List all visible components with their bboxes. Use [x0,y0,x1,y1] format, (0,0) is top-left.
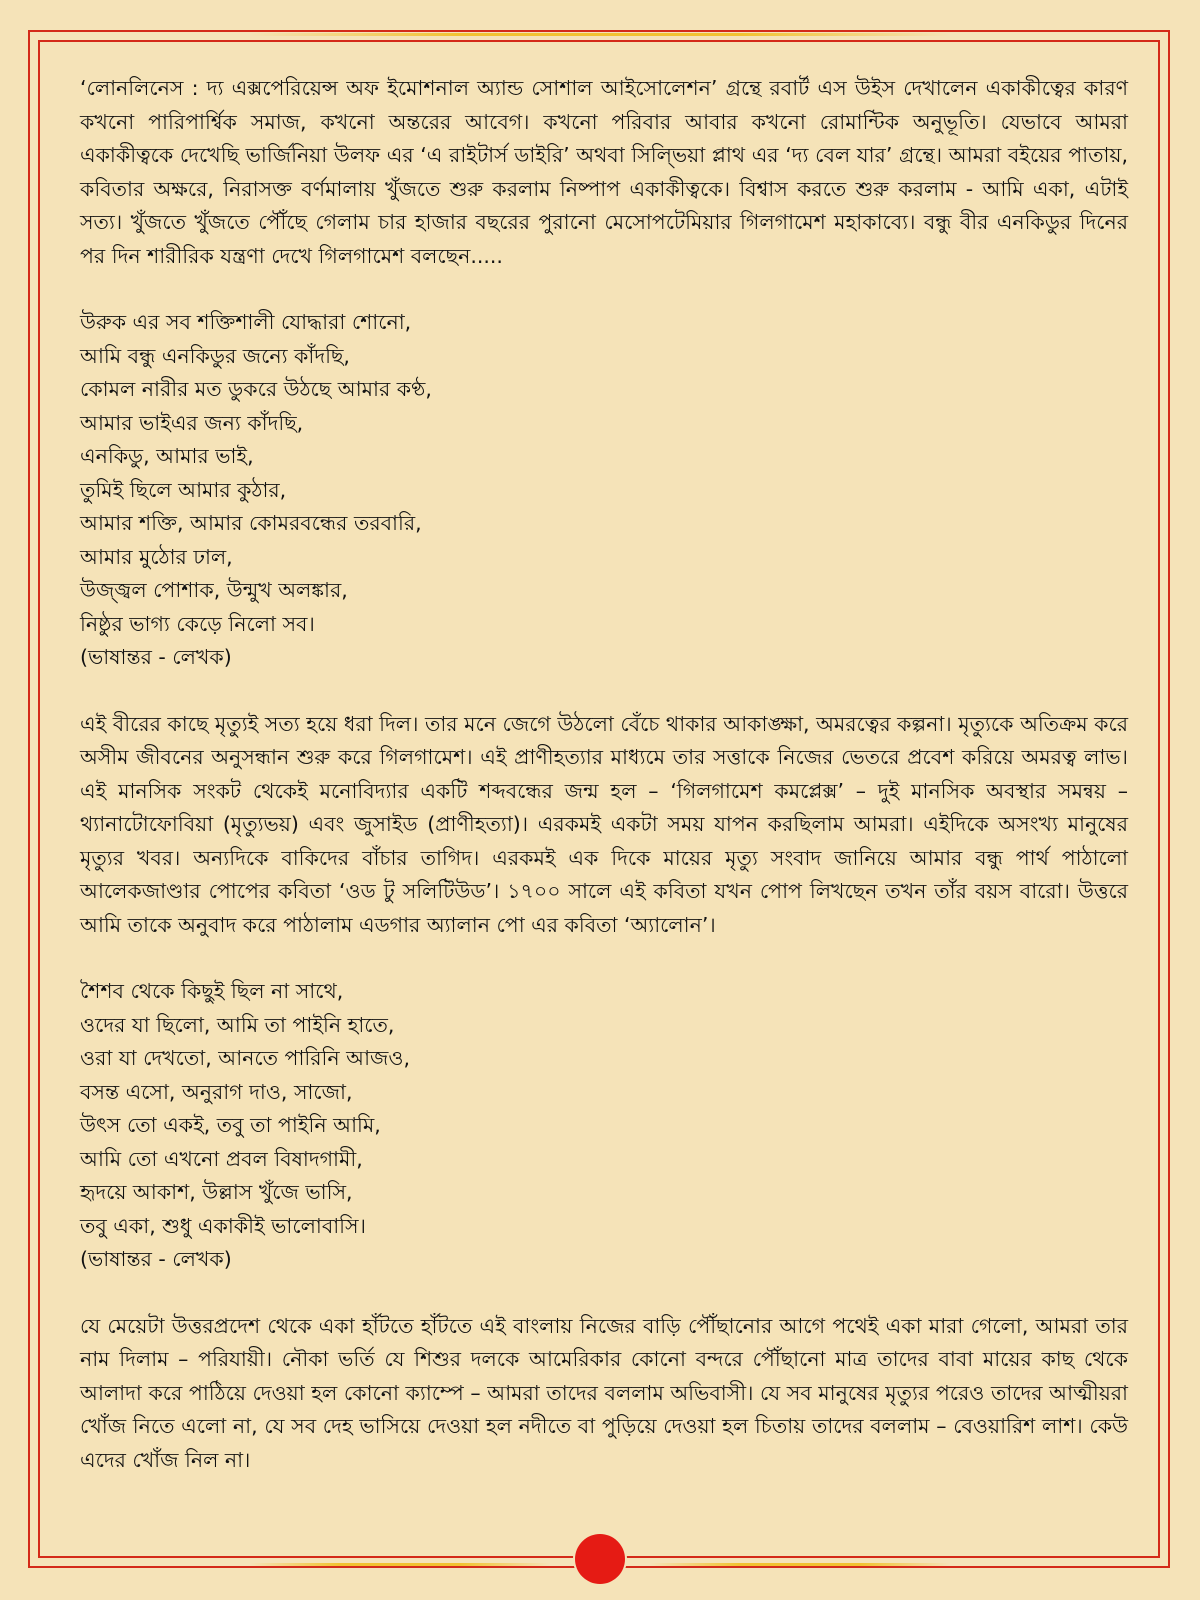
paragraph-intro: ‘লোনলিনেস : দ্য এক্সপেরিয়েন্স অফ ইমোশনাল অ্যান্ড সোশাল আইসোলেশন’ গ্রন্থে রবার্ট এস উইস দেখালেন একাকীত্বের কারণ কখনো পারিপার্শ্বিক সমাজ, কখনো অন্তরের আবেগ। কখনো পরিবার আবার কখনো রোমান্টিক অনুভূতি। যেভাবে আমরা একাকীত্বকে দেখেছি ভার্জিনিয়া উলফ এর ‘এ রাইটার্স ডাইরি’ অথবা সিল্ভিয়া প্লাথ এর ‘দ্য বেল যার’ গ্রন্থে। আমরা বইয়ের পাতায়, কবিতার অক্ষরে, নিরাসক্ত বর্ণমালায় খুঁজতে শুরু করলাম নিষ্পাপ একাকীত্বকে। বিশ্বাস করতে শুরু করলাম - আমি একা, এটাই সত্য। খুঁজতে খুঁজতে পৌঁছে গেলাম চার হাজার বছরের পুরানো মেসোপটেমিয়ার গিলগামেশ মহাকাব্যে। বন্ধু বীর এনকিডুর দিনের পর দিন শারীরিক যন্ত্রণা দেখে গিলগামেশ বলছেন..... [80,76,1128,268]
top-gold-rule [250,33,950,36]
verse-line: শৈশব থেকে কিছুই ছিল না সাথে, [80,979,344,1003]
verse-line: আমি তো এখনো প্রবল বিষাদগামী, [80,1146,363,1171]
verse-line: উজ্জ্বল পোশাক, উন্মুখ অলঙ্কার, [80,578,348,602]
spacer [80,942,1128,975]
verse-line: তুমিই ছিলে আমার কুঠার, [80,477,287,502]
verse-line: আমার শক্তি, আমার কোমরবন্ধের তরবারি, [80,511,422,535]
verse-line: উৎস তো একই, তবু তা পাইনি আমি, [80,1113,381,1137]
verse-alone [80,975,1128,1277]
paragraph-gilgamesh-complex: এই বীরের কাছে মৃত্যুই সত্য হয়ে ধরা দিল। তার মনে জেগে উঠলো বেঁচে থাকার আকাঙ্ক্ষা, অমরত্বের কল্পনা। মৃত্যুকে অতিক্রম করে অসীম জীবনের অনুসন্ধান শুরু করে গিলগামেশ। এই প্রাণীহত্যার মাধ্যমে তার সত্তাকে নিজের ভেতরে প্রবেশ করিয়ে অমরত্ব লাভ। এই মানসিক সংকট থেকেই মনোবিদ্যার একটি শব্দবন্ধের জন্ম হল – ‘গিলগামেশ কমপ্লেক্স’ – দুই মানসিক অবস্থার সমন্বয় – থ্যানাটোফোবিয়া (মৃত্যুভয়) এবং জুসাইড (প্রাণীহত্যা)। এরকমই একটা সময় যাপন করছিলাম আমরা। এইদিকে অসংখ্য মানুষের মৃত্যুর খবর। অন্যদিকে বাকিদের বাঁচার তাগিদ। এরকমই এক দিকে মায়ের মৃত্যু সংবাদ জানিয়ে আমার বন্ধু পার্থ পাঠালো আলেকজাণ্ডার পোপের কবিতা ‘ওড টু সলিটিউড’। ১৭০০ সালে এই কবিতা যখন পোপ লিখছেন তখন তাঁর বয়স বারো। উত্তরে আমি তাকে অনুবাদ করে পাঠালাম এডগার অ্যালান পো এর কবিতা ‘অ্যালোন’। [80,711,1128,937]
verse-line: আমি বন্ধু এনকিডুর জন্যে কাঁদছি, [80,343,350,368]
bottom-gold-rule-left [250,1563,550,1566]
verse-line: তবু একা, শুধু একাকীই ভালোবাসি। [80,1213,366,1238]
verse-line: উরুক এর সব শক্তিশালী যোদ্ধারা শোনো, [80,310,412,334]
verse-line: হৃদয়ে আকাশ, উল্লাস খুঁজে ভাসি, [80,1180,353,1204]
verse-line: আমার ভাইএর জন্য কাঁদছি, [80,410,304,435]
verse-credit: (ভাষান্তর - লেখক) [80,645,232,669]
verse-line: কোমল নারীর মত ডুকরে উঠছে আমার কণ্ঠ, [80,377,432,401]
spacer [80,1277,1128,1310]
spacer [80,273,1128,306]
bottom-gold-rule-right [650,1563,950,1566]
verse-line: ওদের যা ছিলো, আমি তা পাইনি হাতে, [80,1012,395,1037]
verse-credit: (ভাষান্তর - লেখক) [80,1247,232,1271]
verse-line: এনকিডু, আমার ভাই, [80,444,254,468]
verse-line: আমার মুঠোর ঢাল, [80,544,233,569]
verse-line: ওরা যা দেখতো, আনতে পারিনি আজও, [80,1046,411,1070]
bottom-red-dot-ornament [575,1534,625,1584]
paragraph-migrants: যে মেয়েটা উত্তরপ্রদেশ থেকে একা হাঁটতে হাঁটতে এই বাংলায় নিজের বাড়ি পৌঁছানোর আগে পথেই একা মারা গেলো, আমরা তার নাম দিলাম – পরিযায়ী। নৌকা ভর্তি যে শিশুর দলকে আমেরিকার কোনো বন্দরে পৌঁছানো মাত্র তাদের বাবা মায়ের কাছ থেকে আলাদা করে পাঠিয়ে দেওয়া হল কোনো ক্যাম্পে – আমরা তাদের বললাম অভিবাসী। যে সব মানুষের মৃত্যুর পরেও তাদের আত্মীয়রা খোঁজ নিতে এলো না, যে সব দেহ ভাসিয়ে দেওয়া হল নদীতে বা পুড়িয়ে দেওয়া হল চিতায় তাদের বললাম – বেওয়ারিশ লাশ। কেউ এদের খোঁজ নিল না। [80,1313,1128,1472]
article-body [80,72,1128,1477]
spacer [80,675,1128,708]
verse-gilgamesh [80,306,1128,675]
verse-line: বসন্ত এসো, অনুরাগ দাও, সাজো, [80,1079,353,1104]
verse-line: নিষ্ঠুর ভাগ্য কেড়ে নিলো সব। [80,611,315,636]
